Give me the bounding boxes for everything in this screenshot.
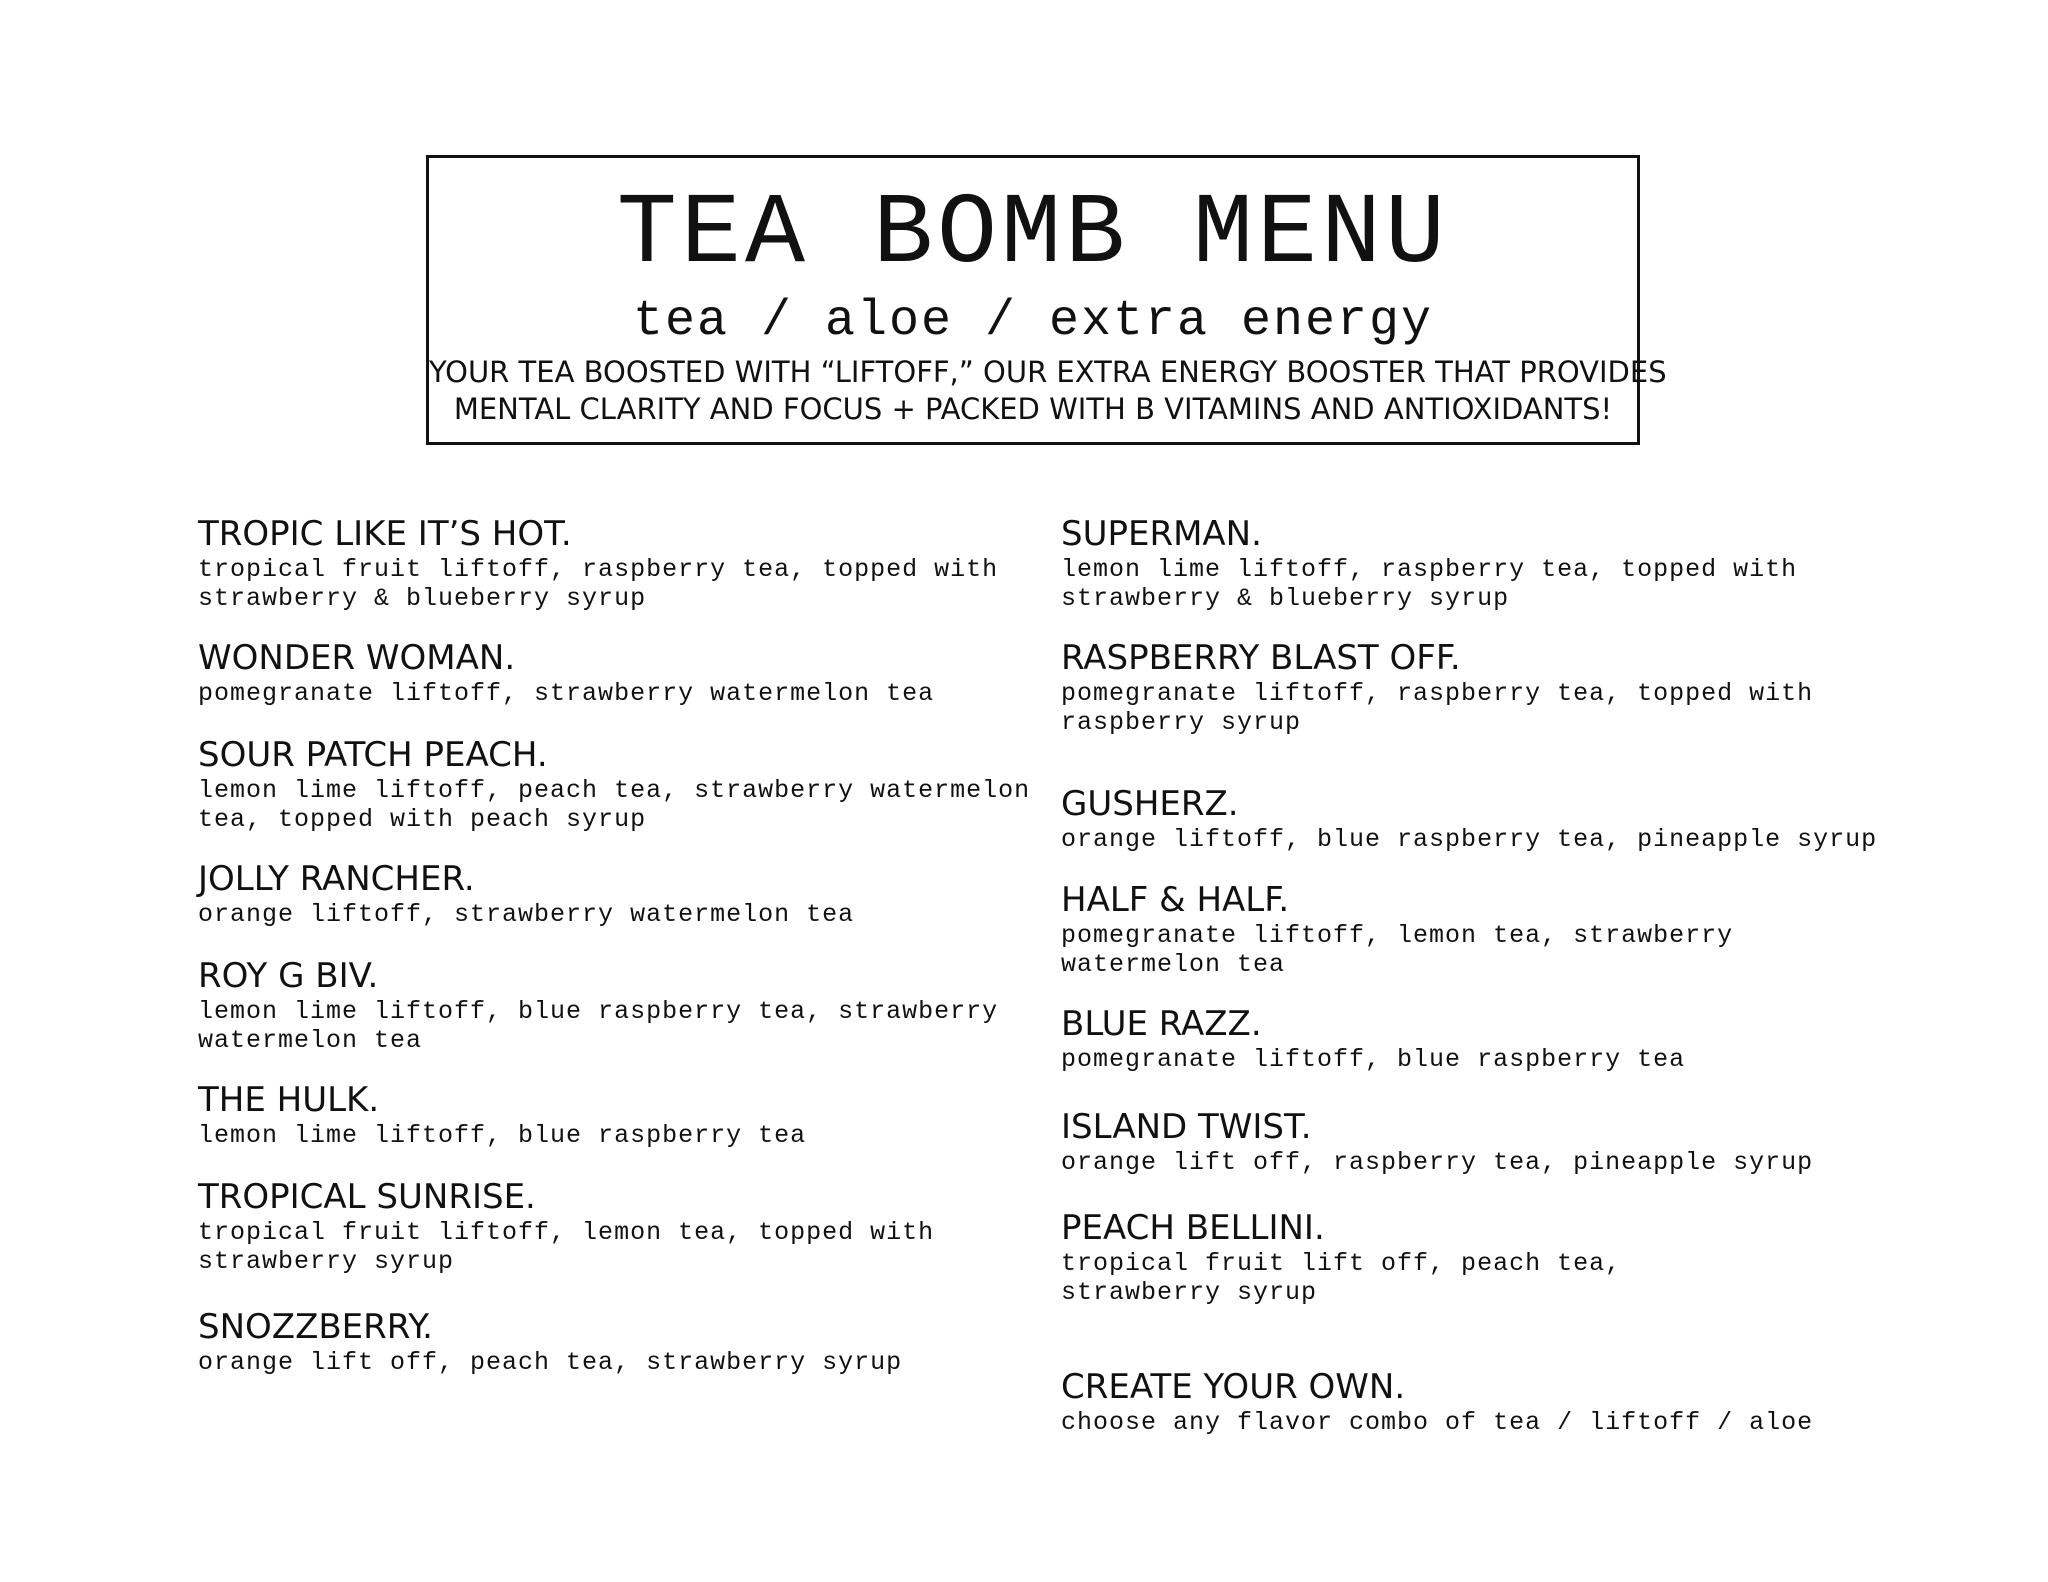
menu-subtitle: tea / aloe / extra energy (632, 293, 1434, 350)
menu-item-name: TROPICAL SUNRISE. (198, 1177, 536, 1217)
menu-item-name: THE HULK. (198, 1080, 380, 1120)
menu-item-name: SUPERMAN. (1061, 514, 1262, 554)
menu-item-blue-razz (1061, 1004, 1921, 1074)
menu-item-description: lemon lime liftoff, blue raspberry tea, strawberry watermelon tea (198, 997, 999, 1055)
tagline-line-2: MENTAL CLARITY AND FOCUS + PACKED WITH B VITAMINS AND ANTIOXIDANTS! (453, 392, 1613, 426)
menu-item-name: ISLAND TWIST. (1061, 1107, 1312, 1147)
menu-item-island-twist (1061, 1107, 1921, 1177)
menu-item-name: TROPIC LIKE IT’S HOT. (198, 514, 572, 554)
menu-item-peach-bellini (1061, 1208, 1781, 1307)
menu-item-create-your-own (1061, 1367, 1921, 1437)
menu-item-name: ROY G BIV. (198, 956, 379, 996)
menu-item-name: RASPBERRY BLAST OFF. (1061, 638, 1461, 678)
menu-item-name: PEACH BELLINI. (1061, 1208, 1325, 1248)
menu-item-wonder-woman (198, 638, 1028, 708)
menu-tagline (429, 354, 1667, 428)
menu-item-name: CREATE YOUR OWN. (1061, 1367, 1406, 1407)
menu-item-superman (1061, 514, 1861, 613)
menu-item-tropic-like-its-hot (198, 514, 1018, 613)
menu-item-gusherz (1061, 784, 1921, 854)
menu-item-half-and-half (1061, 880, 1761, 979)
menu-item-jolly-rancher (198, 859, 1028, 929)
menu-item-description: tropical fruit lift off, peach tea, strawberry syrup (1061, 1249, 1622, 1307)
menu-item-description: orange lift off, peach tea, strawberry syrup (198, 1348, 903, 1377)
menu-item-name: BLUE RAZZ. (1061, 1004, 1262, 1044)
menu-item-description: tropical fruit liftoff, raspberry tea, topped with strawberry & blueberry syrup (198, 555, 999, 613)
menu-item-name: SNOZZBERRY. (198, 1307, 433, 1347)
menu-item-the-hulk (198, 1080, 1028, 1150)
menu-item-sour-patch-peach (198, 735, 1038, 834)
menu-item-snozzberry (198, 1307, 1028, 1377)
menu-item-description: orange liftoff, blue raspberry tea, pineapple syrup (1061, 825, 1878, 854)
menu-item-description: pomegranate liftoff, strawberry watermelon tea (198, 679, 935, 708)
menu-item-raspberry-blast-off (1061, 638, 1861, 737)
menu-item-name: JOLLY RANCHER. (198, 859, 475, 899)
menu-item-description: lemon lime liftoff, raspberry tea, topped with strawberry & blueberry syrup (1061, 555, 1798, 613)
menu-item-description: lemon lime liftoff, peach tea, strawberry watermelon tea, topped with peach syrup (198, 776, 1031, 834)
menu-item-description: lemon lime liftoff, blue raspberry tea (198, 1121, 807, 1150)
menu-item-name: WONDER WOMAN. (198, 638, 516, 678)
menu-item-name: SOUR PATCH PEACH. (198, 735, 548, 775)
menu-item-description: choose any flavor combo of tea / liftoff / aloe (1061, 1408, 1814, 1437)
menu-title: TEA BOMB MENU (616, 179, 1450, 292)
menu-header (426, 155, 1667, 445)
menu-item-description: pomegranate liftoff, raspberry tea, topped with raspberry syrup (1061, 679, 1814, 737)
menu-item-name: HALF & HALF. (1061, 880, 1290, 920)
menu-item-description: orange lift off, raspberry tea, pineapple syrup (1061, 1148, 1814, 1177)
menu-item-description: orange liftoff, strawberry watermelon tea (198, 900, 855, 929)
menu-item-description: pomegranate liftoff, lemon tea, strawberry watermelon tea (1061, 921, 1734, 979)
menu-item-roy-g-biv (198, 956, 1018, 1055)
menu-item-description: pomegranate liftoff, blue raspberry tea (1061, 1045, 1686, 1074)
tagline-line-1: YOUR TEA BOOSTED WITH “LIFTOFF,” OUR EXTRA ENERGY BOOSTER THAT PROVIDES (429, 355, 1667, 389)
menu-item-tropical-sunrise (198, 1177, 958, 1276)
menu-item-name: GUSHERZ. (1061, 784, 1239, 824)
menu-item-description: tropical fruit liftoff, lemon tea, topped with strawberry syrup (198, 1218, 935, 1276)
